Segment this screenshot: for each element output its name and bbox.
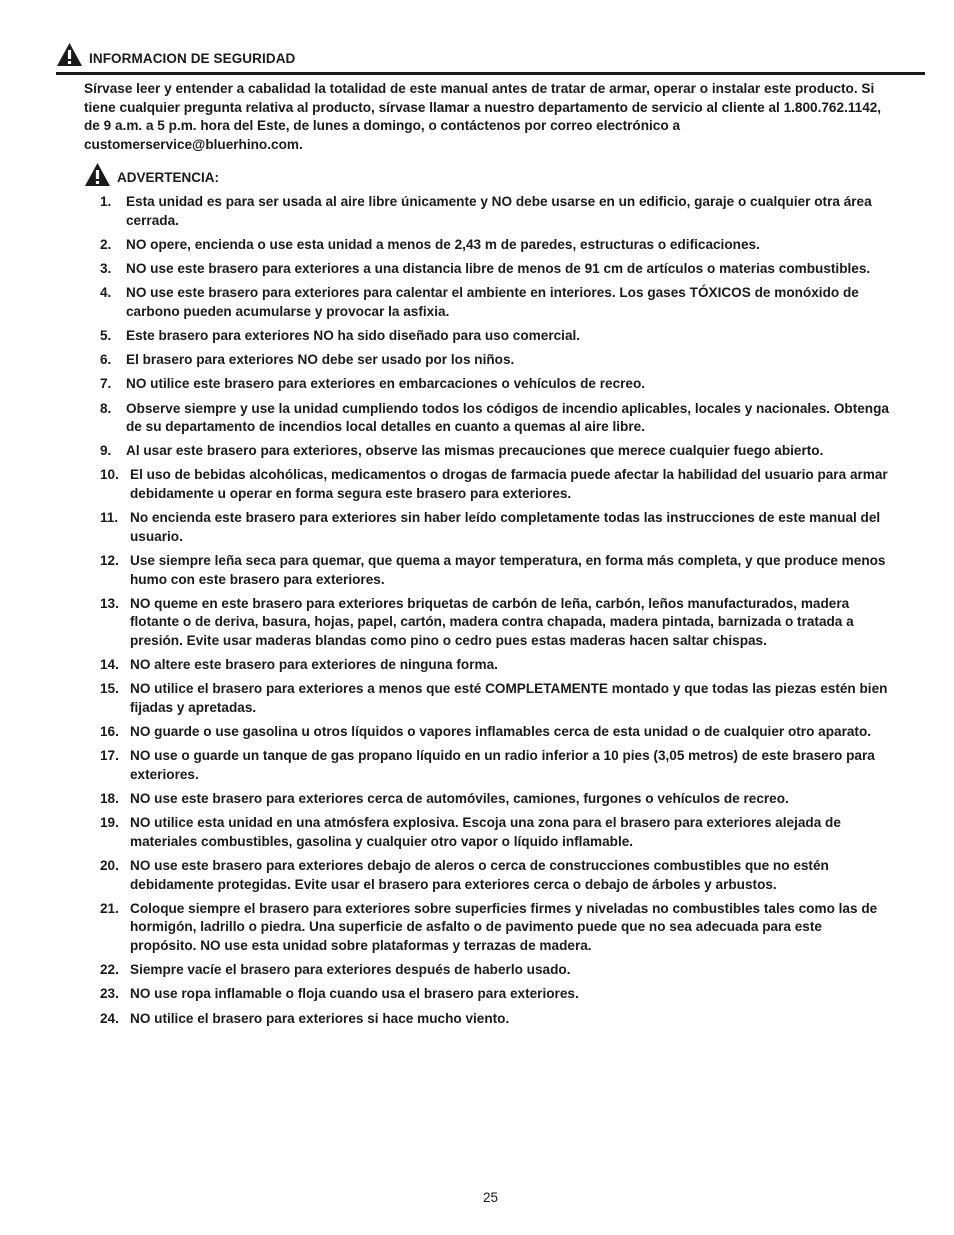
- list-item: [100, 595, 890, 651]
- item-number: 24.: [100, 1010, 119, 1026]
- item-number: 1.: [100, 194, 112, 209]
- item-number: 20.: [100, 858, 119, 874]
- item-number: 19.: [100, 815, 119, 831]
- item-number: 5.: [100, 327, 112, 343]
- item-text: NO guarde o use gasolina u otros líquidos o vapores inflamables cerca de esta unidad o de cualquier otro aparato.: [130, 724, 872, 740]
- item-number: 7.: [100, 376, 112, 392]
- warnings-list: [100, 193, 890, 1034]
- list-item: [100, 236, 890, 255]
- item-text: NO use o guarde un tanque de gas propano líquido en un radio inferior a 10 pies (3,05 metros) de este brasero para exteriores.: [130, 748, 875, 782]
- list-item: [100, 284, 890, 321]
- item-text: Esta unidad es para ser usada al aire libre únicamente y NO debe usarse en un edificio, garaje o cualquier otra área cerrada.: [126, 194, 872, 228]
- list-item: [100, 790, 890, 809]
- item-text: Observe siempre y use la unidad cumpliendo todos los códigos de incendio aplicables, locales y nacionales. Obtenga de su departamento de incendios local detalles en cuanto a quemas al aire libre.: [126, 400, 889, 435]
- warning-header: [84, 162, 384, 188]
- list-item: [100, 466, 890, 503]
- list-item: [100, 193, 890, 230]
- item-number: 17.: [100, 748, 119, 764]
- item-text: Al usar este brasero para exteriores, observe las mismas precauciones que merece cualquier fuego abierto.: [126, 443, 824, 459]
- list-item: [100, 442, 890, 461]
- item-number: 12.: [100, 553, 119, 569]
- list-item: [100, 814, 890, 851]
- list-item: [100, 552, 890, 589]
- list-item: [100, 509, 890, 546]
- item-text: Coloque siempre el brasero para exteriores sobre superficies firmes y niveladas no combustibles tales como las de hormigón, ladrillo o piedra. Una superficie de asfalto o de pavimento puede que no sea adecuada para este propósito. NO use esta unidad sobre plataformas y terrazas de madera.: [130, 900, 878, 954]
- list-item: [100, 723, 890, 742]
- list-item: [100, 961, 890, 980]
- list-item: [100, 400, 890, 437]
- item-text: NO utilice esta unidad en una atmósfera explosiva. Escoja una zona para el brasero para exteriores alejada de materiales combustibles, gasolina y cualquier otro vapor o líquido inflamable.: [130, 815, 841, 849]
- warning-triangle-icon: [56, 42, 83, 67]
- list-item: [100, 327, 890, 346]
- item-text: NO use este brasero para exteriores cerca de automóviles, camiones, furgones o vehículos de recreo.: [130, 791, 789, 807]
- item-number: 4.: [100, 285, 112, 301]
- item-number: 3.: [100, 260, 112, 276]
- item-text: NO utilice este brasero para exteriores en embarcaciones o vehículos de recreo.: [126, 376, 646, 392]
- item-number: 8.: [100, 400, 112, 416]
- item-number: 22.: [100, 962, 119, 978]
- list-item: [100, 985, 890, 1004]
- item-number: 10.: [100, 467, 119, 483]
- list-item: [100, 656, 890, 675]
- item-text: El brasero para exteriores NO debe ser usado por los niños.: [126, 352, 515, 368]
- item-number: 13.: [100, 595, 119, 611]
- item-text: NO altere este brasero para exteriores de ninguna forma.: [130, 657, 498, 673]
- item-text: NO use este brasero para exteriores debajo de aleros o cerca de construcciones combustibles que no estén debidamente protegidas. Evite usar el brasero para exteriores cerca o debajo de árboles y arbustos.: [130, 858, 829, 892]
- item-text: El uso de bebidas alcohólicas, medicamentos o drogas de farmacia puede afectar la habilidad del usuario para armar debidamente u operar en forma segura este brasero para exteriores.: [130, 467, 888, 502]
- item-number: 6.: [100, 352, 112, 368]
- item-text: NO use este brasero para exteriores a una distancia libre de menos de 91 cm de artículos o materias combustibles.: [126, 260, 871, 276]
- item-text: Siempre vacíe el brasero para exteriores después de haberlo usado.: [130, 962, 571, 978]
- section-header: [56, 42, 925, 75]
- section-title: INFORMACION DE SEGURIDAD: [89, 51, 296, 66]
- list-item: [100, 747, 890, 784]
- list-item: [100, 1010, 890, 1029]
- item-text: NO use este brasero para exteriores para calentar el ambiente en interiores. Los gases TÓXICOS de monóxido de carbono pueden acumularse y provocar la asfixia.: [126, 285, 859, 319]
- item-text: NO queme en este brasero para exteriores briquetas de carbón de leña, carbón, leños manufacturados, madera flotante o de deriva, basura, hojas, papel, cartón, madera contra chapada, madera pintada, barnizada o tratada a presión. Evite usar maderas blandas como pino o cedro pues estas maderas hacen saltar chispas.: [130, 595, 854, 648]
- item-text: NO utilice el brasero para exteriores si hace mucho viento.: [130, 1010, 510, 1026]
- item-text: NO use ropa inflamable o floja cuando usa el brasero para exteriores.: [130, 986, 579, 1002]
- list-item: [100, 375, 890, 394]
- list-item: [100, 351, 890, 370]
- list-item: [100, 680, 890, 717]
- item-number: 14.: [100, 657, 119, 673]
- item-number: 15.: [100, 681, 119, 697]
- intro-paragraph: Sírvase leer y entender a cabalidad la totalidad de este manual antes de tratar de armar, operar o instalar este producto. Si tiene cualquier pregunta relativa al producto, sírvase llamar a nuestro departamento de servicio al cliente al 1.800.762.1142, de 9 a.m. a 5 p.m. hora del Este, de lunes a domingo, o contáctenos por correo electrónico a customerservice@bluerhino.com.: [84, 81, 882, 152]
- list-item: [100, 260, 890, 279]
- item-text: NO utilice el brasero para exteriores a menos que esté COMPLETAMENTE montado y que todas las piezas estén bien fijadas y apretadas.: [130, 681, 888, 715]
- list-item: [100, 900, 890, 956]
- item-text: Este brasero para exteriores NO ha sido diseñado para uso comercial.: [126, 327, 581, 343]
- item-number: 23.: [100, 986, 119, 1002]
- item-number: 9.: [100, 443, 112, 459]
- item-number: 11.: [100, 510, 119, 526]
- item-text: NO opere, encienda o use esta unidad a menos de 2,43 m de paredes, estructuras o edificaciones.: [126, 236, 760, 252]
- page-number: 25: [482, 1190, 499, 1205]
- warning-title: ADVERTENCIA:: [117, 170, 220, 185]
- item-text: Use siempre leña seca para quemar, que quema a mayor temperatura, en forma más completa, y que produce menos humo con este brasero para exteriores.: [130, 553, 886, 587]
- item-text: No encienda este brasero para exteriores sin haber leído completamente todas las instrucciones de este manual del usuario.: [130, 510, 881, 544]
- list-item: [100, 857, 890, 894]
- item-number: 2.: [100, 236, 112, 252]
- warning-triangle-icon: [84, 162, 111, 187]
- item-number: 16.: [100, 724, 119, 740]
- item-number: 21.: [100, 900, 119, 916]
- item-number: 18.: [100, 791, 119, 807]
